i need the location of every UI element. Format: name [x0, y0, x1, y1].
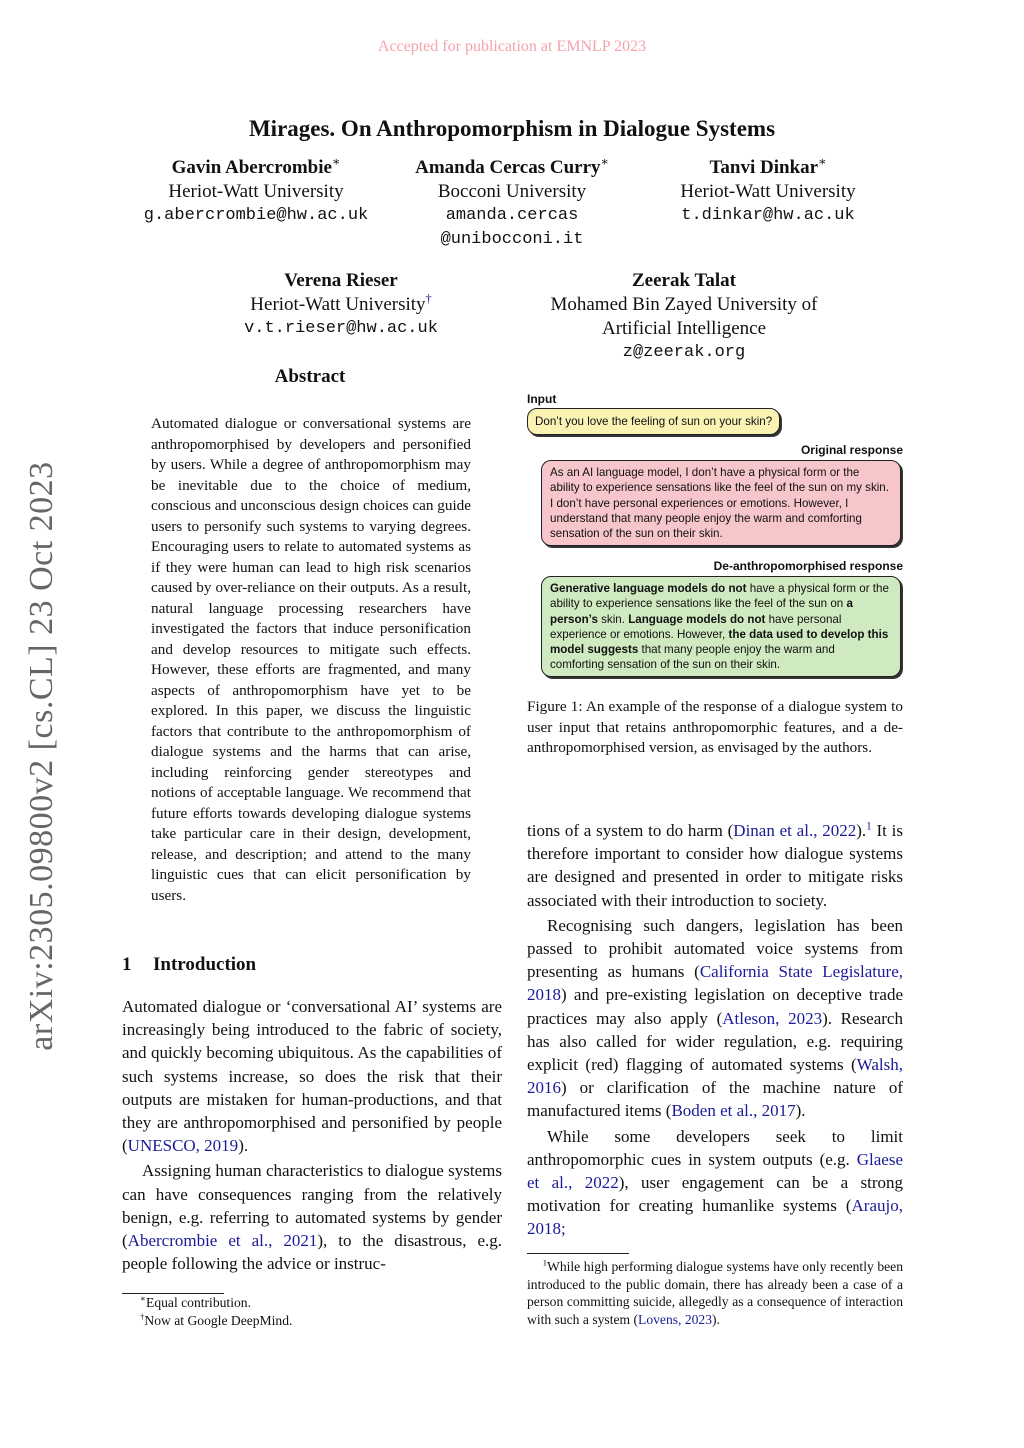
footnote-ref[interactable]: 1	[866, 820, 872, 833]
author-mark: ∗	[600, 154, 609, 169]
author-email[interactable]: t.dinkar@hw.ac.uk	[681, 206, 855, 225]
author-block	[526, 269, 842, 365]
author-name: Zeerak Talat	[632, 270, 736, 291]
citation-link[interactable]: California State Legislature, 2018	[527, 962, 903, 1005]
citation-link[interactable]: Walsh, 2016	[527, 1055, 903, 1098]
abstract-text: Automated dialogue or conversational systems are anthropomorphised by developers and personified by users. While a degree of anthropomorphism may be inevitable due to the choice of medium, conscious and unconscious design choices can guide users to personify such systems to varying degrees. Encouraging users to relate to automated systems as if they were human can lead to high risk scenarios caused by over-reliance on their outputs. As a result, natural language processing researchers have investigated the factors that induce personification and develop resources to mitigate such effects. However, these efforts are fragmented, and many aspects of anthropomorphism have yet to be explored. In this paper, we discuss the linguistic factors that contribute to the anthropomorphism of dialogue systems and the harms that can arise, including reinforcing gender stereotypes and notions of acceptable language. We recommend that future efforts towards developing dialogue systems take particular care in their design, development, release, and description; and attend to the many linguistic cues that can elicit personification by users.	[151, 415, 471, 904]
author-mark: ∗	[818, 154, 827, 169]
author-block	[220, 269, 462, 341]
section-heading	[122, 954, 256, 976]
input-bubble: Don’t you love the feeling of sun on your skin?	[527, 408, 780, 435]
citation-link[interactable]: Dinan et al., 2022	[733, 821, 857, 840]
footnote-right: $^1$While high performing dialogue systems have only recently been introduced to the public domain, there has already been a case of a person committing suicide, allegedly as a consequence of interaction with such a system (Lovens, 2023).	[527, 1257, 903, 1327]
footnotes-left	[140, 1294, 500, 1329]
author-block	[122, 156, 390, 228]
author-email[interactable]: z@zeerak.org	[622, 343, 746, 362]
section-number: 1	[122, 954, 132, 975]
citation-link[interactable]: Atleson, 2023	[722, 1008, 823, 1028]
author-name: Verena Rieser	[284, 270, 398, 291]
publication-note: Accepted for publication at EMNLP 2023	[377, 38, 647, 55]
deanth-label: De-anthropomorphised response	[713, 559, 903, 574]
original-response-bubble: As an AI language model, I don’t have a physical form or the ability to experience sensations like the feel of the sun on my skin. I don’t have personal experiences or emotions. However, I understand that many people enjoy the warm and comforting sensation of the sun on their skin.	[541, 460, 901, 546]
author-affiliation: Heriot-Watt University	[680, 181, 856, 202]
section-title: Introduction	[153, 954, 257, 975]
paragraph: Assigning human characteristics to dialogue systems can have consequences ranging from the relatively benign, e.g. referring to automated systems by gender (Abercrombie et al., 2021), to the disastrous, e.g. people following the advice or instruc-	[122, 1161, 503, 1274]
paragraph: While some developers seek to limit anthropomorphic cues in system outputs (e.g. Glaese et al., 2022), user engagement can be a strong motivation for creating humanlike systems (Araujo, 2018;	[527, 1126, 903, 1239]
author-affiliation: Mohamed Bin Zayed University of	[550, 294, 818, 315]
author-affiliation: Heriot-Watt University	[250, 294, 426, 315]
author-affiliation-cont: Artificial Intelligence	[601, 318, 767, 339]
original-label: Original response	[800, 443, 903, 458]
deanth-response-bubble: Generative language models do not have a physical form or the ability to experience sensations like the feel of the sun on a person’s skin. Language models do not have personal experience or emotions. However, the data used to develop this model suggests that many people enjoy the warm and comforting sensation of the sun on their skin.	[541, 576, 901, 677]
citation-link[interactable]: Lovens, 2023	[638, 1311, 713, 1327]
citation-link[interactable]: Glaese et al., 2022	[527, 1149, 903, 1193]
author-email[interactable]: v.t.rieser@hw.ac.uk	[244, 319, 438, 338]
paragraph: tions of a system to do harm (Dinan et al., 2022).$^1$ It is therefore important to consider how dialogue systems are designed and presented in order to mitigate risks associated with their introduction to society.	[527, 820, 903, 910]
citation-link[interactable]: Abercrombie et al., 2021	[127, 1231, 318, 1251]
author-mark: ∗	[331, 154, 341, 169]
author-name: Amanda Cercas Curry	[415, 157, 601, 178]
arxiv-sidebar	[12, 456, 72, 1056]
author-block	[390, 156, 634, 252]
footnote: ∗Equal contribution.	[140, 1293, 251, 1310]
author-email-cont[interactable]: @unibocconi.it	[440, 230, 584, 249]
figure-caption: Figure 1: An example of the response of a dialogue system to user input that retains anthropomorphic features, and a de-anthropomorphised version, as envisaged by the authors.	[527, 698, 903, 756]
figure-1	[527, 392, 903, 677]
citation-link[interactable]: UNESCO, 2019	[127, 1136, 239, 1156]
paper-title: Mirages. On Anthropomorphism in Dialogue Systems	[248, 116, 776, 141]
author-block	[652, 156, 884, 228]
author-affiliation: Heriot-Watt University	[168, 181, 344, 202]
author-email[interactable]: amanda.cercas	[445, 206, 579, 225]
footnote-rule	[527, 1253, 629, 1254]
citation-link[interactable]: Boden et al., 2017	[671, 1101, 796, 1121]
paragraph: Automated dialogue or ‘conversational AI’ systems are increasingly being introduced to the fabric of society, and quickly becoming ubiquitous. As the capabilities of such systems increase, so does the risk that their outputs are mistaken for human-productions, and that they are anthropomorphised and personified by people (UNESCO, 2019).	[122, 997, 502, 1156]
author-email[interactable]: g.abercrombie@hw.ac.uk	[143, 206, 369, 225]
intro-right-column	[527, 819, 903, 1241]
arxiv-id: arXiv:2305.09800v2 [cs.CL] 23 Oct 2023	[23, 461, 60, 1051]
footnote: †Now at Google DeepMind.	[140, 1310, 293, 1328]
input-label: Input	[527, 392, 557, 406]
author-name: Tanvi Dinkar	[709, 157, 819, 178]
intro-left-column	[122, 995, 502, 1275]
citation-link[interactable]: Araujo, 2018;	[527, 1196, 903, 1239]
abstract-heading: Abstract	[274, 366, 346, 387]
author-affiliation: Bocconi University	[437, 181, 587, 202]
affiliation-mark: †	[425, 291, 432, 306]
paragraph: Recognising such dangers, legislation has been passed to prohibit automated voice systems from presenting as humans (California State Legislature, 2018) and pre-existing legislation on deceptive trade practices may also apply (Atleson, 2023). Research has also called for wider regulation, e.g. requiring explicit (red) flagging of automated systems (Walsh, 2016) or clarification of the machine nature of manufactured items (Boden et al., 2017).	[527, 915, 903, 1121]
author-name: Gavin Abercrombie	[171, 157, 332, 178]
